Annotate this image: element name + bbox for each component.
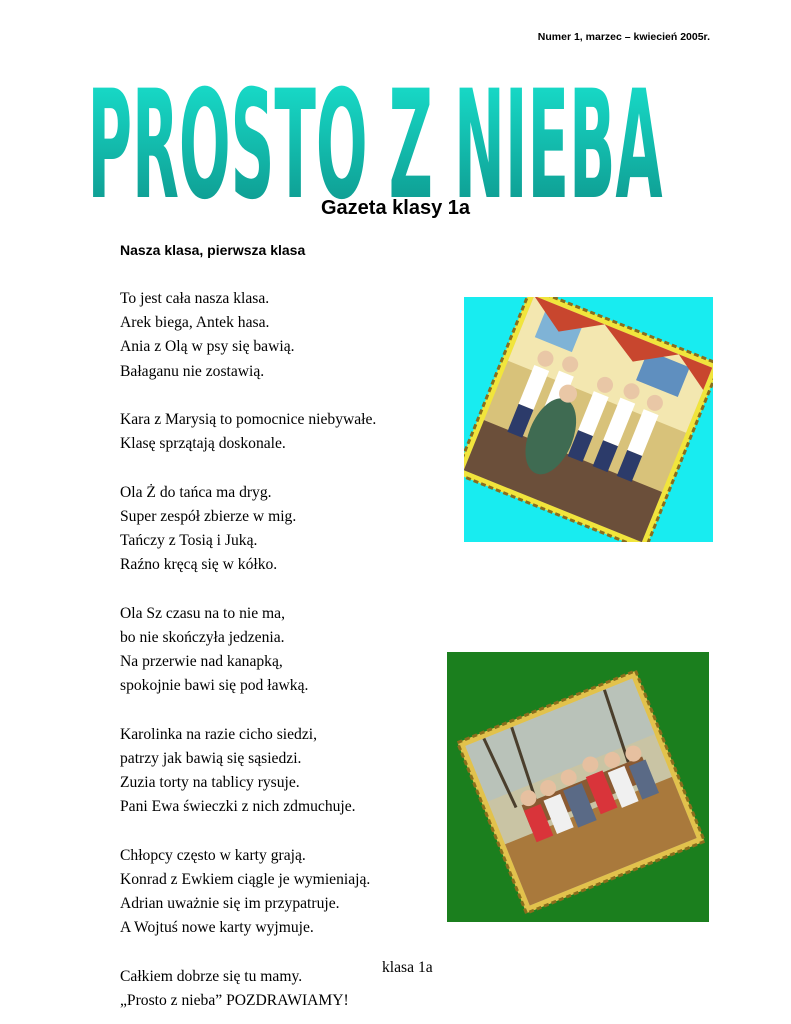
poem-stanza [120,844,376,941]
poem-line: Zuzia torty na tablicy rysuje. [120,774,300,791]
poem-stanza [120,602,376,699]
poem-line: Bałaganu nie zostawią. [120,362,265,380]
article-title: Nasza klasa, pierwsza klasa [120,242,306,258]
outdoor-photo [447,652,709,922]
issue-info: Numer 1, marzec – kwiecień 2005r. [537,31,710,43]
poem-line: Raźno kręcą się w kółko. [120,556,278,574]
poem-line: Tańczy z Tosią i Juką. [120,532,258,549]
poem-line: Konrad z Ewkiem ciągle je wymieniają. [120,870,371,888]
poem-stanza [120,965,376,1013]
poem-line: Ania z Olą w psy się bawią. [120,338,295,356]
poem-stanza [120,481,376,578]
classroom-photo [464,297,713,542]
poem-line: „Prosto z nieba” POZDRAWIAMY! [120,991,349,1009]
poem-stanza [120,408,376,456]
poem-line: Ola Sz czasu na to nie ma, [120,604,285,622]
poem-stanza [120,287,376,384]
classroom-group-photo-icon [464,297,713,542]
poem-line: Super zespół zbierze w mig. [120,507,297,525]
poem-line: Klasę sprzątają doskonale. [120,435,286,453]
poem-line: spokojnie bawi się pod ławką. [120,677,309,695]
poem-line: patrzy jak bawią się sąsiedzi. [120,749,302,767]
poem-line: Arek biega, Antek hasa. [120,314,270,332]
poem-line: Chłopcy często w karty grają. [120,846,306,864]
outdoor-group-photo-icon [447,652,709,922]
poem-line: Całkiem dobrze się tu mamy. [120,967,303,985]
poem [120,287,376,1013]
poem-line: To jest cała nasza klasa. [120,290,270,307]
poem-line: Adrian uważnie się im przypatruje. [120,895,340,912]
poem-line: Na przerwie nad kanapką, [120,653,283,670]
newspaper-subtitle: Gazeta klasy 1a [321,197,470,219]
poem-line: A Wojtuś nowe karty wyjmuje. [120,919,314,937]
poem-line: bo nie skończyła jedzenia. [120,628,285,646]
poem-stanza [120,723,376,820]
poem-line: Kara z Marysią to pomocnice niebywałe. [120,411,377,428]
poem-line: Pani Ewa świeczki z nich zdmuchuje. [120,798,356,816]
poem-line: Ola Ż do tańca ma dryg. [120,483,272,501]
article-signature: klasa 1a [382,959,433,976]
masthead-title [80,52,670,212]
svg-text:PROSTO Z NIEBA: PROSTO Z NIEBA [87,59,663,212]
poem-line: Karolinka na razie cicho siedzi, [120,725,317,743]
